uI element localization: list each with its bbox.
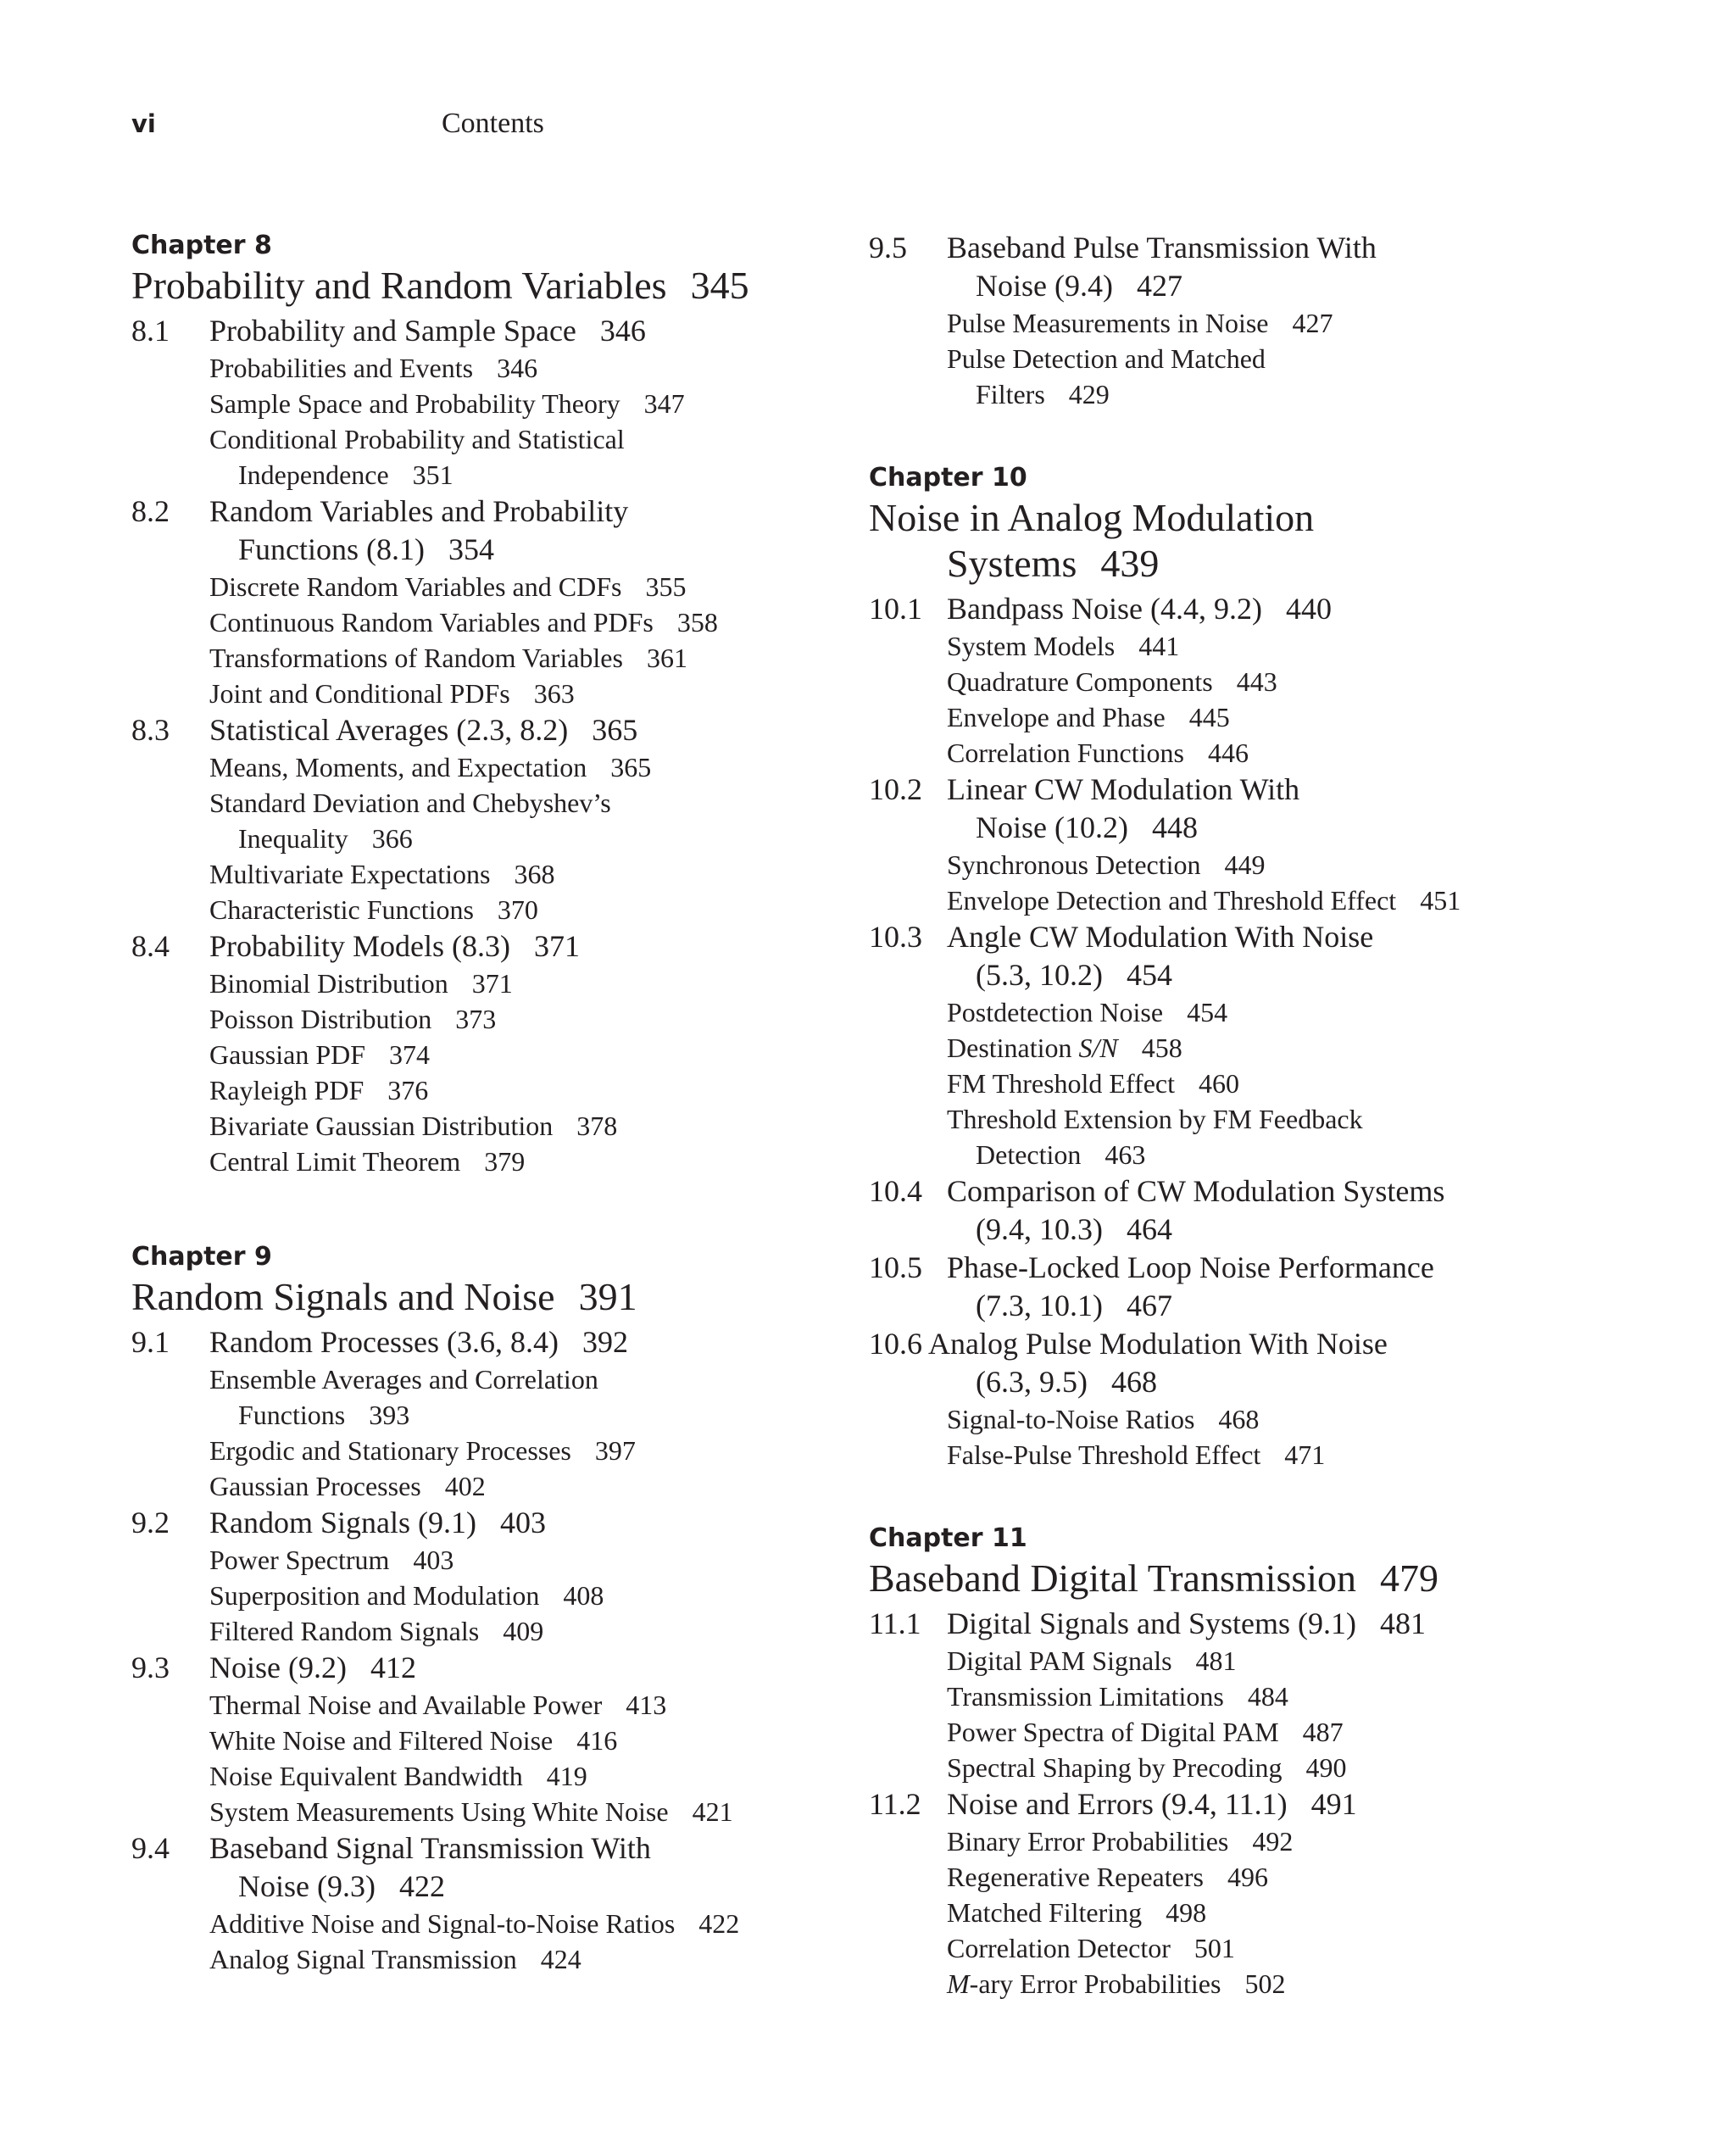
subsection-entry: Means, Moments, and Expectation 365 bbox=[209, 752, 652, 782]
chapter-title: Baseband Digital Transmission 479 bbox=[869, 1556, 1439, 1600]
section-entry: 9.2 Random Signals (9.1) 403 bbox=[131, 1506, 546, 1539]
subsection-entry: Noise Equivalent Bandwidth 419 bbox=[209, 1761, 587, 1791]
subsection-entry: Correlation Functions 446 bbox=[947, 738, 1249, 768]
section-entry: 9.4 Baseband Signal Transmission With Noise (9.3) 422 bbox=[131, 1831, 651, 1903]
subsection-entry: Joint and Conditional PDFs 363 bbox=[209, 678, 575, 709]
subsection-entry: Filtered Random Signals 409 bbox=[209, 1616, 544, 1646]
section-entry: 8.1 Probability and Sample Space 346 bbox=[131, 314, 646, 348]
section-entry: 11.2 Noise and Errors (9.4, 11.1) 491 bbox=[869, 1787, 1357, 1821]
chapter-label: Chapter 9 bbox=[131, 1242, 272, 1272]
subsection-entry: Correlation Detector 501 bbox=[947, 1933, 1235, 1963]
subsection-entry: Pulse Measurements in Noise 427 bbox=[947, 308, 1333, 338]
subsection-entry: White Noise and Filtered Noise 416 bbox=[209, 1725, 618, 1756]
subsection-entry: Analog Signal Transmission 424 bbox=[209, 1944, 581, 1974]
subsection-entry: Conditional Probability and Statistical Independence 351 bbox=[209, 424, 625, 490]
section-entry: 11.1 Digital Signals and Systems (9.1) 481 bbox=[869, 1606, 1426, 1640]
chapter-11 bbox=[869, 1522, 1615, 2001]
subsection-entry: Power Spectrum 403 bbox=[209, 1545, 454, 1575]
subsection-entry: Ensemble Averages and Correlation Functions 393 bbox=[209, 1364, 598, 1430]
subsection-entry: System Measurements Using White Noise 421 bbox=[209, 1796, 733, 1827]
subsection-entry: Threshold Extension by FM Feedback Detection 463 bbox=[947, 1104, 1363, 1170]
subsection-entry: Multivariate Expectations 368 bbox=[209, 859, 555, 889]
subsection-entry: Digital PAM Signals 481 bbox=[947, 1645, 1237, 1676]
chapter-label: Chapter 11 bbox=[869, 1523, 1027, 1553]
subsection-entry: Destination S/N 458 bbox=[947, 1033, 1182, 1063]
subsection-entry: Rayleigh PDF 376 bbox=[209, 1075, 429, 1105]
subsection-entry: Gaussian Processes 402 bbox=[209, 1471, 486, 1501]
section-entry: 10.3 Angle CW Modulation With Noise (5.3, 10.2) 454 bbox=[869, 920, 1374, 992]
subsection-entry: Quadrature Components 443 bbox=[947, 666, 1277, 697]
chapter-title: Probability and Random Variables 345 bbox=[131, 264, 749, 307]
subsection-entry: Binary Error Probabilities 492 bbox=[947, 1826, 1294, 1857]
subsection-entry: Discrete Random Variables and CDFs 355 bbox=[209, 571, 687, 602]
subsection-entry: Bivariate Gaussian Distribution 378 bbox=[209, 1111, 618, 1141]
subsection-entry: Transformations of Random Variables 361 bbox=[209, 643, 687, 673]
chapter-label: Chapter 8 bbox=[131, 231, 272, 260]
contents-right-column bbox=[869, 229, 1615, 2001]
chapter-title: Noise in Analog Modulation Systems 439 bbox=[869, 496, 1315, 585]
section-entry: 9.3 Noise (9.2) 412 bbox=[131, 1651, 416, 1684]
section-entry: 9.5 Baseband Pulse Transmission With Noise (9.4) 427 bbox=[869, 231, 1377, 303]
subsection-entry: Spectral Shaping by Precoding 490 bbox=[947, 1752, 1347, 1783]
subsection-entry: Probabilities and Events 346 bbox=[209, 353, 538, 383]
subsection-entry: Power Spectra of Digital PAM 487 bbox=[947, 1717, 1344, 1747]
chapter-label: Chapter 10 bbox=[869, 463, 1027, 493]
subsection-entry: Central Limit Theorem 379 bbox=[209, 1146, 526, 1177]
subsection-entry: Gaussian PDF 374 bbox=[209, 1039, 431, 1070]
subsection-entry: Additive Noise and Signal-to-Noise Ratios 422 bbox=[209, 1908, 740, 1939]
contents-left-column bbox=[131, 229, 810, 1977]
subsection-entry: Postdetection Noise 454 bbox=[947, 997, 1228, 1027]
subsection-entry: FM Threshold Effect 460 bbox=[947, 1068, 1239, 1099]
chapter-10 bbox=[869, 461, 1615, 1473]
section-entry: 10.1 Bandpass Noise (4.4, 9.2) 440 bbox=[869, 592, 1332, 626]
subsection-entry: Regenerative Repeaters 496 bbox=[947, 1862, 1268, 1892]
subsection-entry: Standard Deviation and Chebyshev’s Inequality 366 bbox=[209, 788, 611, 854]
subsection-entry: System Models 441 bbox=[947, 631, 1180, 661]
section-entry: 10.2 Linear CW Modulation With Noise (10.2) 448 bbox=[869, 772, 1300, 844]
subsection-entry: Pulse Detection and Matched Filters 429 bbox=[947, 343, 1266, 409]
subsection-entry: Envelope and Phase 445 bbox=[947, 702, 1230, 732]
subsection-entry: Superposition and Modulation 408 bbox=[209, 1580, 604, 1611]
section-entry: 10.6 Analog Pulse Modulation With Noise (6.3, 9.5) 468 bbox=[869, 1327, 1388, 1399]
subsection-entry: M-ary Error Probabilities 502 bbox=[947, 1968, 1286, 1999]
subsection-entry: Thermal Noise and Available Power 413 bbox=[209, 1690, 667, 1720]
subsection-entry: Synchronous Detection 449 bbox=[947, 849, 1266, 880]
subsection-entry: Signal-to-Noise Ratios 468 bbox=[947, 1404, 1260, 1434]
chapter-8 bbox=[131, 229, 810, 1179]
section-entry: 8.2 Random Variables and Probability Functions (8.1) 354 bbox=[131, 494, 629, 566]
subsection-entry: Sample Space and Probability Theory 347 bbox=[209, 388, 685, 419]
running-title: Contents bbox=[442, 108, 544, 139]
subsection-entry: Continuous Random Variables and PDFs 358 bbox=[209, 607, 718, 637]
subsection-entry: False-Pulse Threshold Effect 471 bbox=[947, 1439, 1326, 1470]
chapter-9 bbox=[131, 1240, 810, 1977]
subsection-entry: Envelope Detection and Threshold Effect 451 bbox=[947, 885, 1461, 916]
section-entry: 8.4 Probability Models (8.3) 371 bbox=[131, 929, 580, 963]
subsection-entry: Transmission Limitations 484 bbox=[947, 1681, 1288, 1712]
running-head bbox=[131, 107, 725, 141]
section-entry: 9.1 Random Processes (3.6, 8.4) 392 bbox=[131, 1325, 628, 1359]
section-entry: 10.4 Comparison of CW Modulation Systems (9.4, 10.3) 464 bbox=[869, 1174, 1445, 1246]
subsection-entry: Matched Filtering 498 bbox=[947, 1897, 1207, 1928]
subsection-entry: Ergodic and Stationary Processes 397 bbox=[209, 1435, 636, 1466]
subsection-entry: Poisson Distribution 373 bbox=[209, 1004, 497, 1034]
chapter-title: Random Signals and Noise 391 bbox=[131, 1275, 637, 1318]
section-entry: 8.3 Statistical Averages (2.3, 8.2) 365 bbox=[131, 713, 638, 747]
page-number: vi bbox=[131, 109, 156, 138]
subsection-entry: Binomial Distribution 371 bbox=[209, 968, 513, 999]
subsection-entry: Characteristic Functions 370 bbox=[209, 894, 538, 925]
section-entry: 10.5 Phase-Locked Loop Noise Performance (7.3, 10.1) 467 bbox=[869, 1250, 1434, 1322]
